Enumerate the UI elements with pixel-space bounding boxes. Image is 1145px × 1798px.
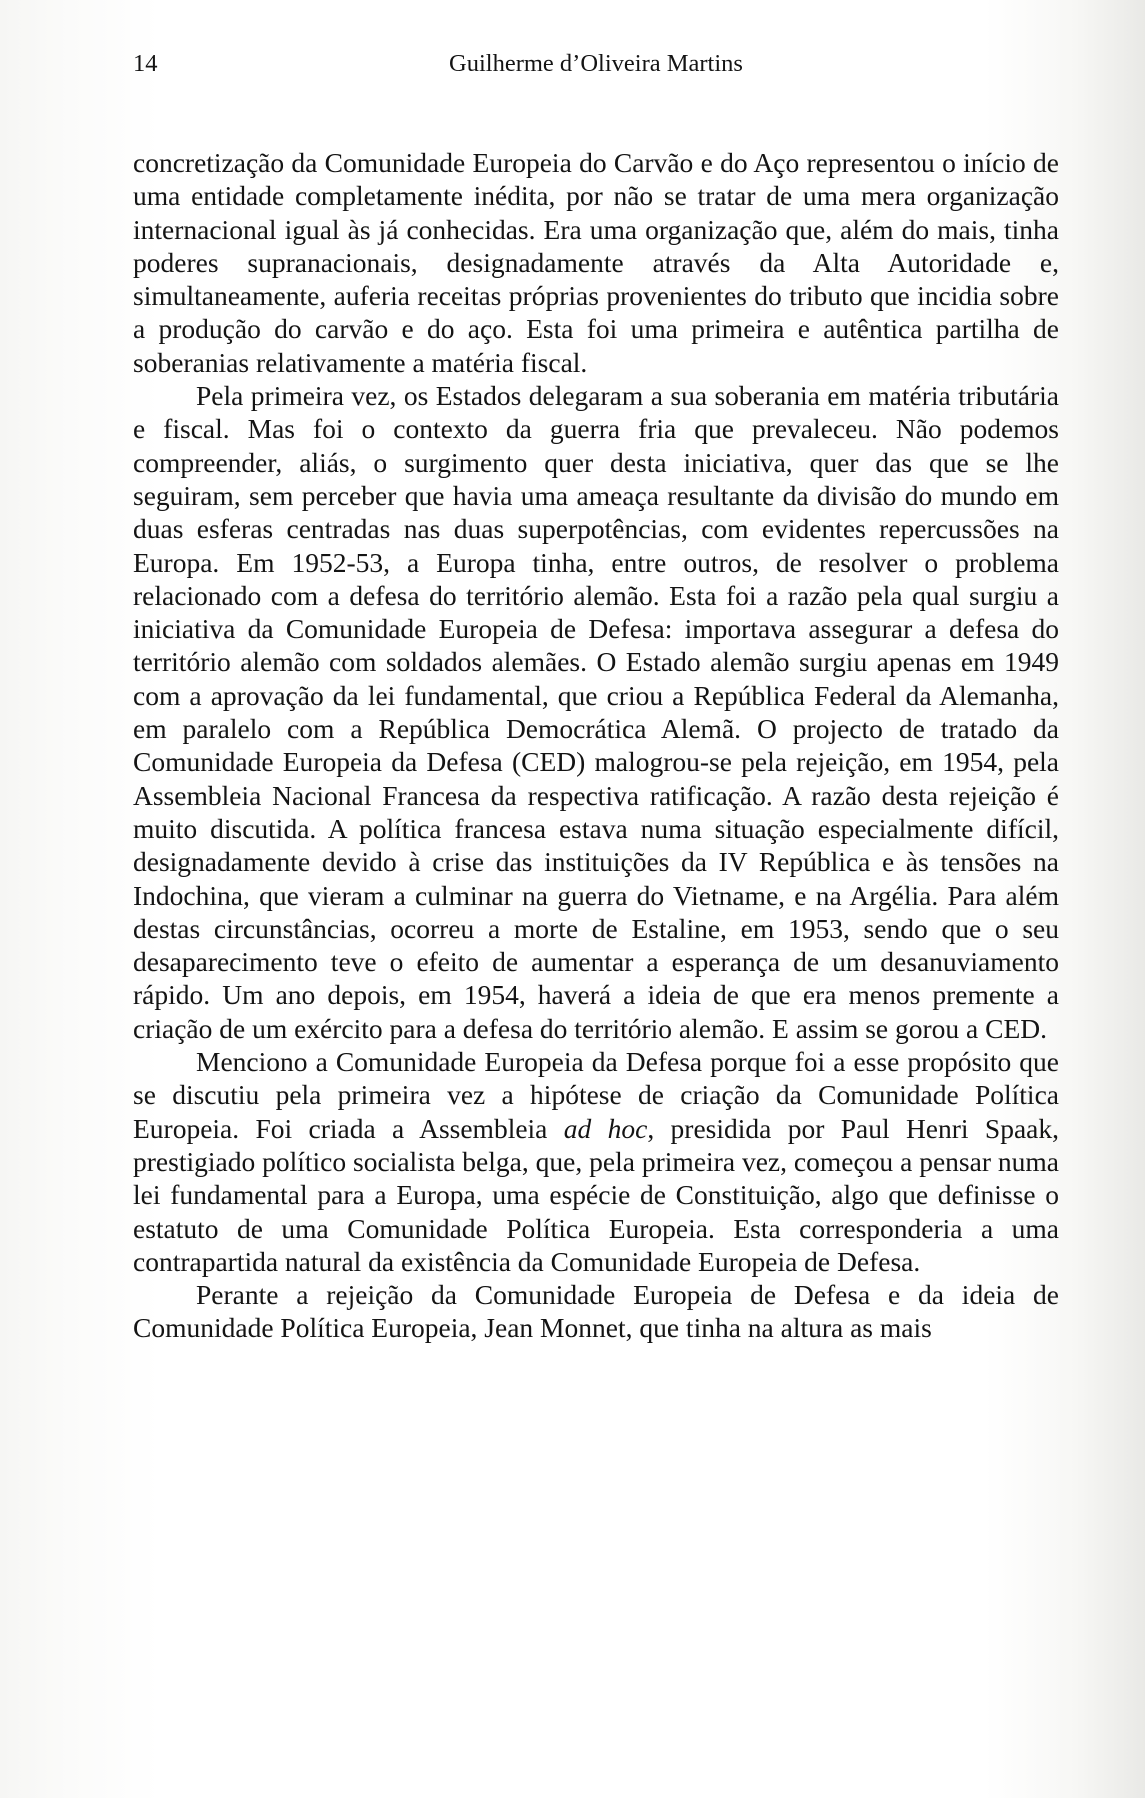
paragraph-text: , presidida por Paul Henri Spaak, prestigiado político socialista belga, que, pela primeira vez, começou a pensar numa lei fundamental para a Europa, uma espécie de Constituição, algo que definisse o estatuto de uma Comunidade Política Europeia. Esta corresponderia a uma contrapartida natural da existência da Comunidade Europeia de Defesa.	[133, 1112, 1059, 1277]
paragraph-text: concretização da Comunidade Europeia do Carvão e do Aço representou o início de uma entidade completamente inédita, por não se tratar de uma mera organização internacional igual às já conhecidas. Era uma organização que, além do mais, tinha poderes supranacionais, designadamente através da Alta Autoridade e, simultaneamente, auferia receitas próprias provenientes do tributo que incidia sobre a produção do carvão e do aço. Esta foi uma primeira e autêntica partilha de soberanias relativamente a matéria fiscal.	[133, 147, 1059, 378]
paragraph	[133, 1045, 1059, 1278]
paragraph	[133, 379, 1059, 1045]
paragraph-text: Perante a rejeição da Comunidade Europeia de Defesa e da ideia de Comunidade Política Europeia, Jean Monnet, que tinha na altura as mais	[133, 1279, 1059, 1344]
paragraph	[133, 1278, 1059, 1345]
paragraph	[133, 146, 1059, 379]
paragraph-text: Pela primeira vez, os Estados delegaram a sua soberania em matéria tributária e fiscal. Mas foi o contexto da guerra fria que prevaleceu. Não podemos compreender, aliás, o surgimento quer desta iniciativa, quer das que se lhe seguiram, sem perceber que havia uma ameaça resultante da divisão do mundo em duas esferas centradas nas duas superpotências, com evidentes repercussões na Europa. Em 1952-53, a Europa tinha, entre outros, de resolver o problema relacionado com a defesa do território alemão. Esta foi a razão pela qual surgiu a iniciativa da Comunidade Europeia de Defesa: importava assegurar a defesa do território alemão com soldados alemães. O Estado alemão surgiu apenas em 1949 com a aprovação da lei fundamental, que criou a República Federal da Alemanha, em paralelo com a República Democrática Alemã. O projecto de tratado da Comunidade Europeia da Defesa (CED) malogrou-se pela rejeição, em 1954, pela Assembleia Nacional Francesa da respectiva ratificação. A razão desta rejeição é muito discutida. A política francesa estava numa situação especialmente difícil, designadamente devido à crise das instituições da IV República e às tensões na Indochina, que vieram a culminar na guerra do Vietname, e na Argélia. Para além destas circunstâncias, ocorreu a morte de Estaline, em 1953, sendo que o seu desaparecimento teve o efeito de aumentar a esperança de um desanuviamento rápido. Um ano depois, em 1954, haverá a ideia de que era menos premente a criação de um exército para a defesa do território alemão. E assim se gorou a CED.	[133, 380, 1059, 1044]
italic-text: ad hoc	[563, 1112, 648, 1144]
running-title: Guilherme d’Oliveira Martins	[449, 50, 743, 77]
paragraph-text: Menciono a Comunidade Europeia da Defesa porque foi a esse propósito que se discutiu pela primeira vez a hipótese de criação da Comunidade Política Europeia. Foi criada a Assembleia	[133, 1046, 1059, 1144]
body-text	[133, 146, 1059, 1345]
running-head	[133, 44, 1059, 84]
page-number: 14	[133, 50, 158, 77]
